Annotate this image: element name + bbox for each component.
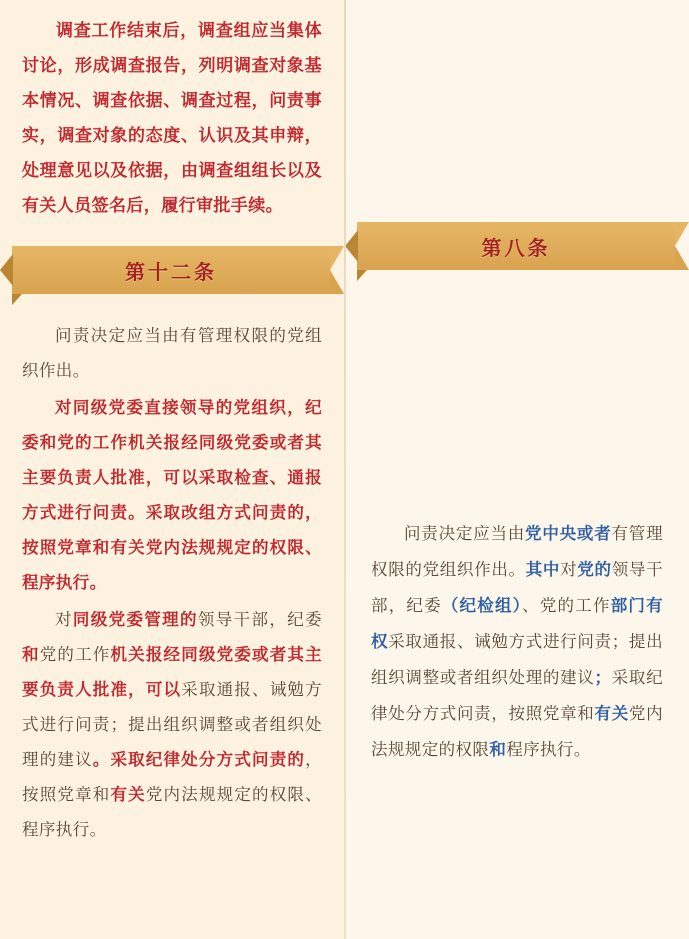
text-run: 和 (22, 645, 40, 664)
right-banner (345, 222, 689, 284)
text-run: 部门有权 (371, 596, 664, 651)
right-column (345, 0, 689, 939)
right-banner-tail-icon (357, 270, 367, 281)
text-run: 有管理权限的党组织作出。 (371, 524, 663, 579)
text-run: 采取通报、诫勉方式进行问责；提出组织调整或者组织处理的建议 (22, 680, 322, 769)
text-run: 。采取纪律处分方式问责的 (92, 750, 306, 769)
left-banner-label: 第十二条 (125, 259, 217, 284)
text-run: ，按照党章和 (22, 750, 322, 804)
text-run: 同级党委管理的 (72, 610, 198, 629)
column-divider (344, 0, 346, 939)
left-intro-block (0, 0, 344, 224)
left-banner-ribbon (12, 246, 330, 294)
text-run: 采取通报、诫勉方式进行问责；提出组织调整或者组织处理的建议 (371, 632, 663, 687)
text-run: 问责决定应当由 (404, 524, 526, 543)
text-run: 、党的工作 (522, 596, 611, 615)
text-run: 有关 (110, 785, 146, 804)
text-run: 对同级党委直接领导的党组织，纪委和党的工作机关报经同级党委或者其主要负责人批准，可以采取检查、通报方式进行问责。采取改组方式问责的，按照党章和有关党内法规规定的权限、程序执行。 (22, 398, 322, 592)
text-run: 党内法规规定的权限 (371, 704, 663, 759)
text-run: 其中 (525, 560, 561, 579)
text-run: 机关报经同级党委或者其主要负责人批准， (22, 645, 322, 699)
text-run: 可以 (145, 680, 182, 699)
text-run: 对 (55, 610, 73, 629)
left-banner-tail-icon (12, 294, 22, 305)
right-banner-label: 第八条 (481, 235, 551, 260)
right-banner-ribbon (357, 222, 675, 270)
right-article-body (345, 506, 689, 768)
text-run: 程序执行。 (506, 740, 591, 759)
left-intro-paragraph: 调查工作结束后，调查组应当集体讨论，形成调查报告，列明调查对象基本情况、调查依据、调查过程，问责事实，调查对象的态度、认识及其申辩，处理意见以及依据，由调查组组长以及有关人员签名后，履行审批手续。 (22, 21, 322, 216)
text-run: 党中央或者 (525, 524, 612, 543)
left-paragraph (22, 602, 322, 847)
text-run: 和 (489, 740, 507, 759)
left-banner (0, 246, 344, 308)
left-article-body (0, 308, 344, 847)
right-paragraph (371, 516, 663, 768)
text-run: 党的 (577, 560, 612, 579)
left-paragraph (22, 318, 322, 388)
text-run: 对 (560, 560, 578, 579)
text-run: 采取纪律处分方式问责，按照党章和 (371, 668, 664, 723)
text-run: （纪检组） (441, 596, 523, 615)
text-run: ； (594, 668, 612, 687)
text-run: 领导干部，纪委 (197, 610, 322, 629)
text-run: 问责决定应当由有管理权限的党组织作出。 (22, 326, 322, 380)
text-run: 党内法规规定的权限、程序执行。 (22, 785, 322, 839)
text-run: 有关 (594, 704, 629, 723)
text-run: 党的工作 (39, 645, 111, 664)
left-paragraph (22, 390, 322, 600)
right-spacer (345, 222, 689, 506)
text-run: 领导干部，纪委 (371, 560, 664, 615)
